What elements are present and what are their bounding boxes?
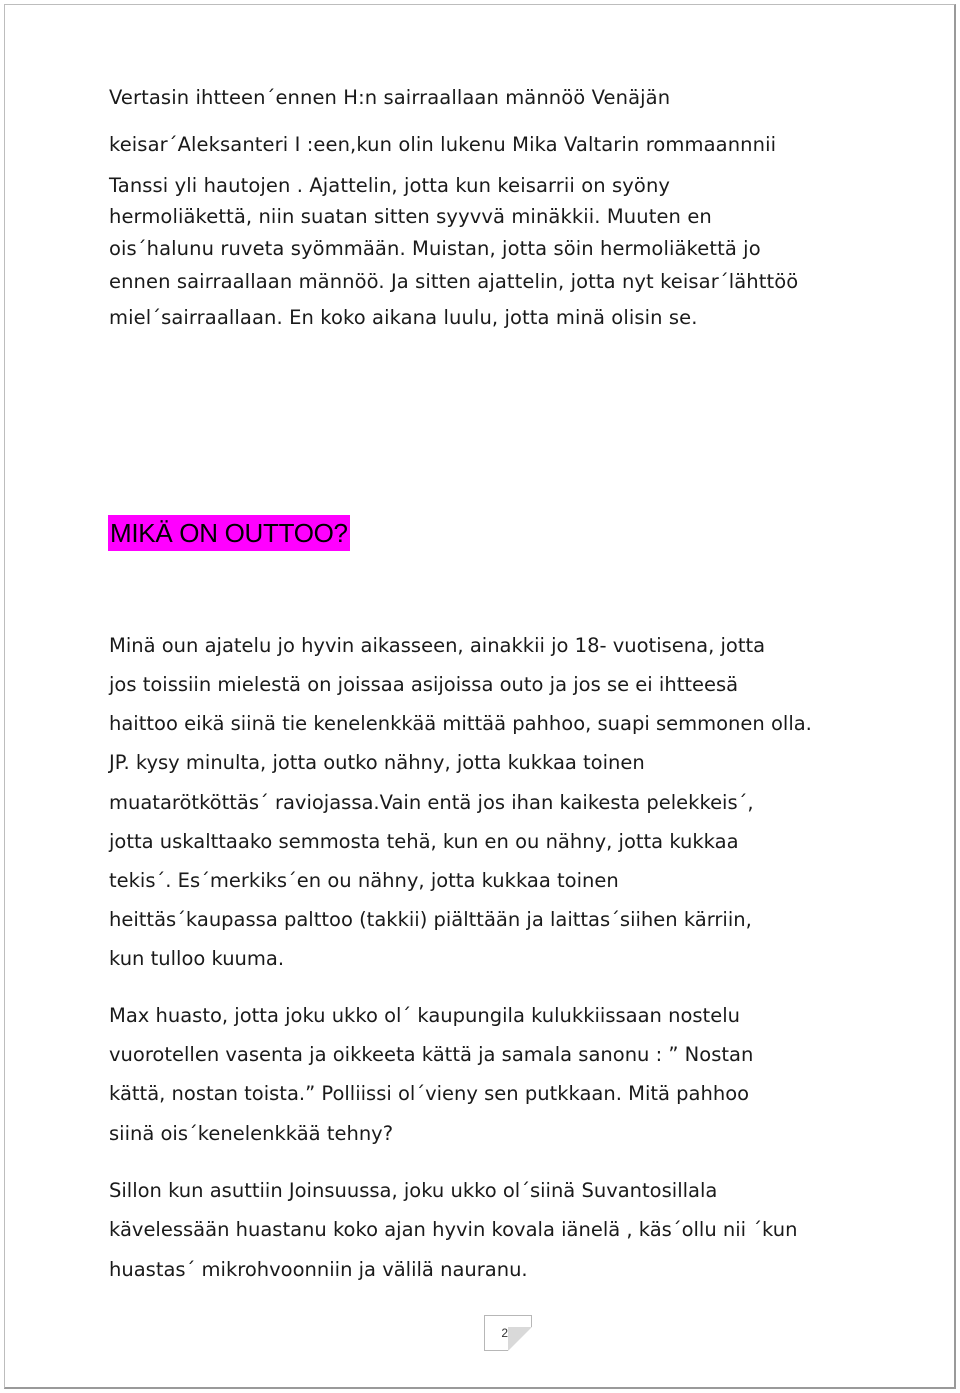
- section-heading: MIKÄ ON OUTTOO?: [108, 515, 350, 551]
- text-line: Sillon kun asuttiin Joinsuussa, joku ukko ol´siinä Suvantosillala: [109, 1179, 718, 1202]
- text-line: kävelessään huastanu koko ajan hyvin kovala iänelä , käs´ollu nii ´kun: [109, 1218, 798, 1241]
- text-line: ois´halunu ruveta syömmään. Muistan, jotta söin hermoliäkettä jo: [109, 237, 761, 260]
- text-line: siinä ois´kenelenkkää tehny?: [109, 1122, 394, 1145]
- text-line: vuorotellen vasenta ja oikkeeta kättä ja samala sanonu : ” Nostan: [109, 1043, 754, 1066]
- page-number-box: [484, 1315, 532, 1351]
- text-line: Max huasto, jotta joku ukko ol´ kaupungila kulukkiissaan nostelu: [109, 1004, 740, 1027]
- text-line: Minä oun ajatelu jo hyvin aikasseen, ainakkii jo 18- vuotisena, jotta: [109, 634, 766, 657]
- text-line: muatarötköttäs´ raviojassa.Vain entä jos ihan kaikesta pelekkeis´,: [109, 791, 754, 814]
- text-line: miel´sairraallaan. En koko aikana luulu, jotta minä olisin se.: [109, 306, 698, 329]
- text-line: tekis´. Es´merkiks´en ou nähny, jotta kukkaa toinen: [109, 869, 619, 892]
- text-line: keisar´Aleksanteri I :een,kun olin lukenu Mika Valtarin rommaannnii: [109, 133, 777, 156]
- text-line: kättä, nostan toista.” Polliissi ol´vieny sen putkkaan. Mitä pahhoo: [109, 1082, 750, 1105]
- page-number: 28: [501, 1326, 515, 1340]
- text-line: Vertasin ihtteen´ennen H:n sairraallaan männöö Venäjän: [109, 86, 671, 109]
- text-line: Tanssi yli hautojen . Ajattelin, jotta kun keisarrii on syöny: [109, 174, 671, 197]
- page-curl-icon: [508, 1327, 532, 1351]
- text-line: haittoo eikä siinä tie kenelenkkää mittää pahhoo, suapi semmonen olla.: [109, 712, 812, 735]
- text-line: ennen sairraallaan männöö. Ja sitten ajattelin, jotta nyt keisar´lähttöö: [109, 270, 799, 293]
- text-line: jotta uskalttaako semmosta tehä, kun en ou nähny, jotta kukkaa: [109, 830, 739, 853]
- text-line: JP. kysy minulta, jotta outko nähny, jotta kukkaa toinen: [109, 751, 645, 774]
- text-line: huastas´ mikrohvoonniin ja välilä nauranu.: [109, 1258, 528, 1281]
- text-line: kun tulloo kuuma.: [109, 947, 285, 970]
- text-line: hermoliäkettä, niin suatan sitten syyvvä minäkkii. Muuten en: [109, 205, 712, 228]
- text-line: jos toissiin mielestä on joissaa asijoissa outo ja jos se ei ihtteesä: [109, 673, 739, 696]
- text-line: heittäs´kaupassa palttoo (takkii) piälttään ja laittas´siihen kärriin,: [109, 908, 752, 931]
